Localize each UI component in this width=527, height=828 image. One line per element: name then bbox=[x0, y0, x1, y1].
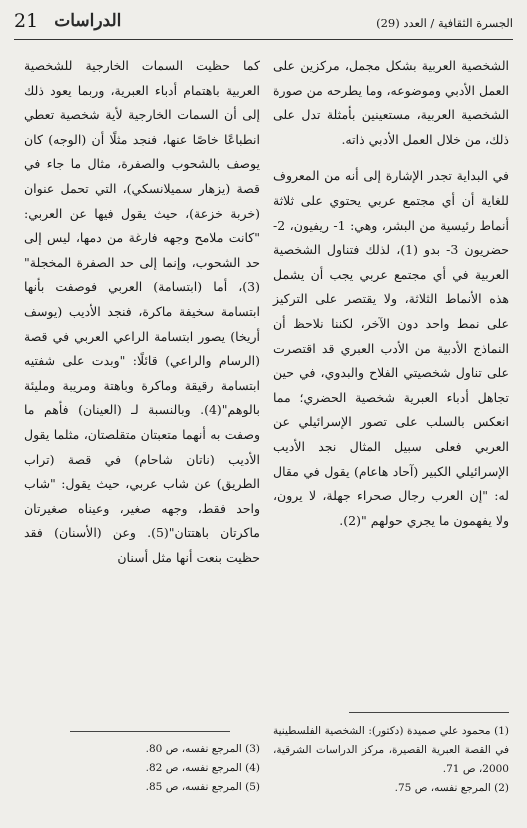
left-column bbox=[24, 54, 260, 570]
page-header bbox=[14, 8, 513, 40]
footnote: (1) محمود علي صميدة (دكتور): الشخصية الفلسطينية في القصة العبرية القصيرة، مركز الدراسات الشرقية، 2000، ص 71. bbox=[273, 725, 509, 775]
paragraph: الشخصية العربية بشكل مجمل، مركزين على العمل الأدبي وموضوعه، وما يطرحه من صورة الشخصية العربية، مستعينين بأمثلة تدل على ذلك، من خلال العمل الأدبي ذاته. bbox=[273, 58, 509, 147]
page-number: 21 bbox=[14, 10, 39, 32]
footnote: (5) المرجع نفسه، ص 85. bbox=[145, 781, 260, 793]
footnotes-left bbox=[24, 740, 260, 797]
footnote-divider bbox=[349, 712, 509, 713]
footnote: (4) المرجع نفسه، ص 82. bbox=[145, 762, 260, 774]
footnote: (2) المرجع نفسه، ص 75. bbox=[394, 782, 509, 794]
header-left bbox=[14, 10, 121, 32]
right-column bbox=[273, 54, 509, 533]
section-title: الدراسات bbox=[54, 11, 122, 31]
journal-issue: الجسرة الثقافية / العدد (29) bbox=[376, 16, 513, 30]
footnote: (3) المرجع نفسه، ص 80. bbox=[145, 743, 260, 755]
footnote-divider bbox=[70, 731, 230, 732]
paragraph: في البداية تجدر الإشارة إلى أنه من المعروف للغاية أن أي مجتمع عربي يحتوي على ثلاثة أنماط رئيسية من البشر، وهي: 1- ريفيون، 2- حضريون 3- بدو (1)، لذلك فتناول الشخصية العربية في أي مجتمع عربي يجب أن يشمل هذه الأنماط الثلاثة، ولا يقتصر على التركيز على نمط واحد دون الآخر، لكننا نلاحظ أن النماذج الأدبية من الأدب العبري قد اقتصرت على تناول شخصيتي الفلاح والبدوي، في حين تجاهل أدباء العبرية شخصية الحضري؛ مما انعكس بالسلب على تصور الإسرائيلي عن العربي فعلى سبيل المثال نجد الأديب الإسرائيلي الكبير (آحاد هاعام) يقول في مقال له: "إن العرب رجال صحراء جهلة، لا يرون، ولا يفهمون ما يجري حولهم "(2). bbox=[273, 168, 510, 528]
footnotes-right bbox=[273, 722, 509, 798]
paragraph: كما حظيت السمات الخارجية للشخصية العربية باهتمام أدباء العبرية، وربما يعود ذلك إلى أن السمات الخارجية لأية شخصية تعطي انطباعًا خاصًا عنها، فنجد مثلًا أن (الوجه) كان يوصف بالشحوب والصفرة، مثال ما جاء في قصة (يزهار سميلانسكي)، التي تحمل عنوان (خربة خزعة)، حيث يقول فيها عن العربي: "كانت ملامح وجهه فارغة من دمها، ليس إلى حد الشحوب، وإنما إلى حد الصفرة المخجلة"(3)، أما (ابتسامة) العربي فوصفت بأنها ابتسامة سخيفة ماكرة، فنجد الأديب (يوسف أريخا) يصور ابتسامة الراعي العربي في قصة (الرسام والراعي) قائلًا: "وبدت على شفتيه ابتسامة رقيقة وماكرة وباهتة ومريبة ومليئة بالوهم"(4). وبالنسبة لـ (العينان) فأهم ما وصفت به أنهما متعبتان متقلصتان، مثلما يقول الأديب (ناتان شاحام) في قصة (تراب الطريق) عن شاب عربي، حيث يقول: "شاب واحد فقط، وجهه صغير، وعيناه صغيرتان ماكرتان باهتتان"(5). وعن (الأسنان) فقد حظيت بنعت أنها مثل أسنان bbox=[24, 58, 260, 565]
